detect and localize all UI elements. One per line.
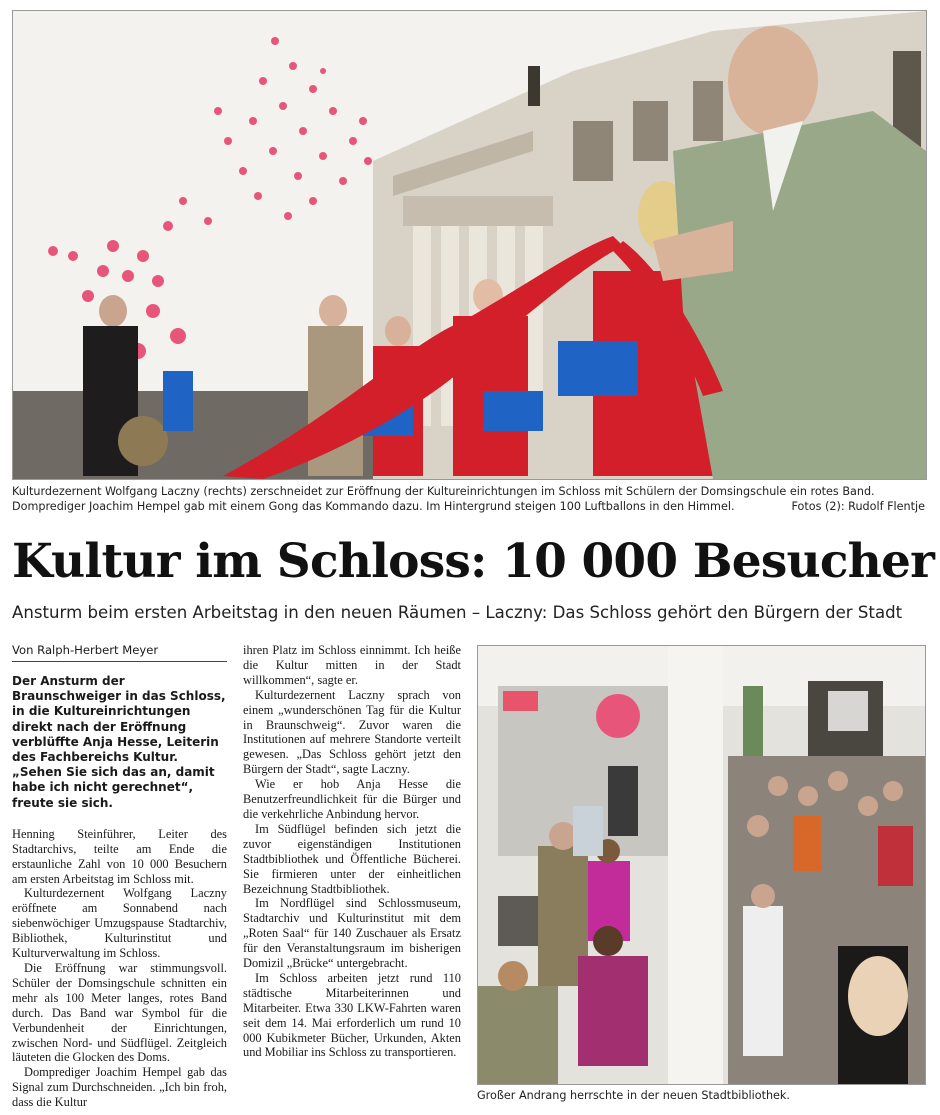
top-photo-caption	[12, 484, 925, 514]
article-headline: Kultur im Schloss: 10 000 Besucher	[12, 534, 935, 589]
top-photo-caption-text: Kulturdezernent Wolfgang Laczny (rechts) zerschneidet zur Eröffnung der Kultureinrichtungen im Schloss mit Schülern der Domsingschule ein rotes Band. Domprediger Joachim Hempel gab mit einem Gong das Kommando dazu. Im Hintergrund steigen 100 Luftballons in den Himmel.	[12, 485, 875, 513]
body-paragraph: Kulturdezernent Laczny sprach von einem „wunderschönen Tag für die Kultur in Braunschweig“. Zuvor waren die Institutionen auf mehrere Standorte verteilt gewesen. „Das Schloss gehört jetzt den Bürgern der Stadt“, sagte Laczny.	[243, 687, 461, 777]
white-pillar	[668, 646, 723, 1084]
byline: Von Ralph-Herbert Meyer	[12, 643, 227, 662]
article-subheadline: Ansturm beim ersten Arbeitstag in den neuen Räumen – Laczny: Das Schloss gehört den Bürgern der Stadt	[12, 603, 903, 622]
bottom-photo-caption: Großer Andrang herrschte in der neuen Stadtbibliothek.	[477, 1089, 790, 1102]
library-crowd-photo	[477, 645, 926, 1085]
body-paragraph: Im Nordflügel sind Schlossmuseum, Stadtarchiv und Kulturinstitut mit dem „Roten Saal“ für 140 Zuschauer als Ersatz für den Veranstaltungsraum im bisherigen Domizil „Brücke“ untergebracht.	[243, 896, 461, 971]
article-lead: Der Ansturm der Braunschweiger in das Schloss, in die Kultureinrichtungen direkt nach der Eröffnung verblüffte Anja Hesse, Leiterin des Fachbereichs Kultur. „Sehen Sie sich das an, damit habe ich nicht gerechnet“, freute sie sich.	[12, 674, 226, 810]
library-crowd-illustration	[478, 646, 925, 1084]
photo-credit: Fotos (2): Rudolf Flentje	[791, 500, 925, 513]
article-column-2	[243, 643, 461, 1060]
body-paragraph: Henning Steinführer, Leiter des Stadtarchivs, teilte am Ende die erstaunliche Zahl von 10 000 Besuchern am ersten Arbeitstag im Schloss mit.	[12, 826, 227, 886]
article-column-1	[12, 643, 227, 1110]
library-crowd	[728, 756, 925, 1084]
opening-ceremony-photo	[12, 10, 927, 480]
body-paragraph: Wie er hob Anja Hesse die Benutzerfreundlichkeit für die Bürger und die verkehrliche Anbindung hervor.	[243, 777, 461, 821]
opening-ceremony-illustration	[13, 11, 926, 479]
body-paragraph: Kulturdezernent Wolfgang Laczny eröffnete am Sonnabend nach siebenwöchiger Umzugspause Stadtarchiv, Bibliothek, Kulturinstitut und Kulturverwaltung im Schloss.	[12, 886, 227, 961]
body-paragraph: Im Südflügel befinden sich jetzt die zuvor eigenständigen Institutionen Stadtbibliothek und Öffentliche Bücherei. Sie firmieren unter der einheitlichen Bezeichnung Stadtbibliothek.	[243, 821, 461, 896]
body-paragraph: ihren Platz im Schloss einnimmt. Ich heiße die Kultur mitten in der Stadt willkommen“, sagte er.	[243, 643, 461, 687]
body-paragraph: Im Schloss arbeiten jetzt rund 110 städtische Mitarbeiterinnen und Mitarbeiter. Etwa 330 LKW-Fahrten waren seit dem 14. Mai erforderlich um rund 10 000 Kubikmeter Bücher, Urkunden, Akten und Mobiliar ins Schloss zu transportieren.	[243, 970, 461, 1060]
body-paragraph: Die Eröffnung war stimmungsvoll. Schüler der Domsingschule schnitten ein mehr als 100 Meter langes, rotes Band durch. Das Band war Symbol für die Verbundenheit der Einrichtungen, zwischen Nord- und Südflügel. Zeitgleich läuteten die Glocken des Doms.	[12, 960, 227, 1065]
body-paragraph: Domprediger Joachim Hempel gab das Signal zum Durchschneiden. „Ich bin froh, dass die Kultur	[12, 1065, 227, 1110]
balloon-decoration	[596, 694, 640, 738]
